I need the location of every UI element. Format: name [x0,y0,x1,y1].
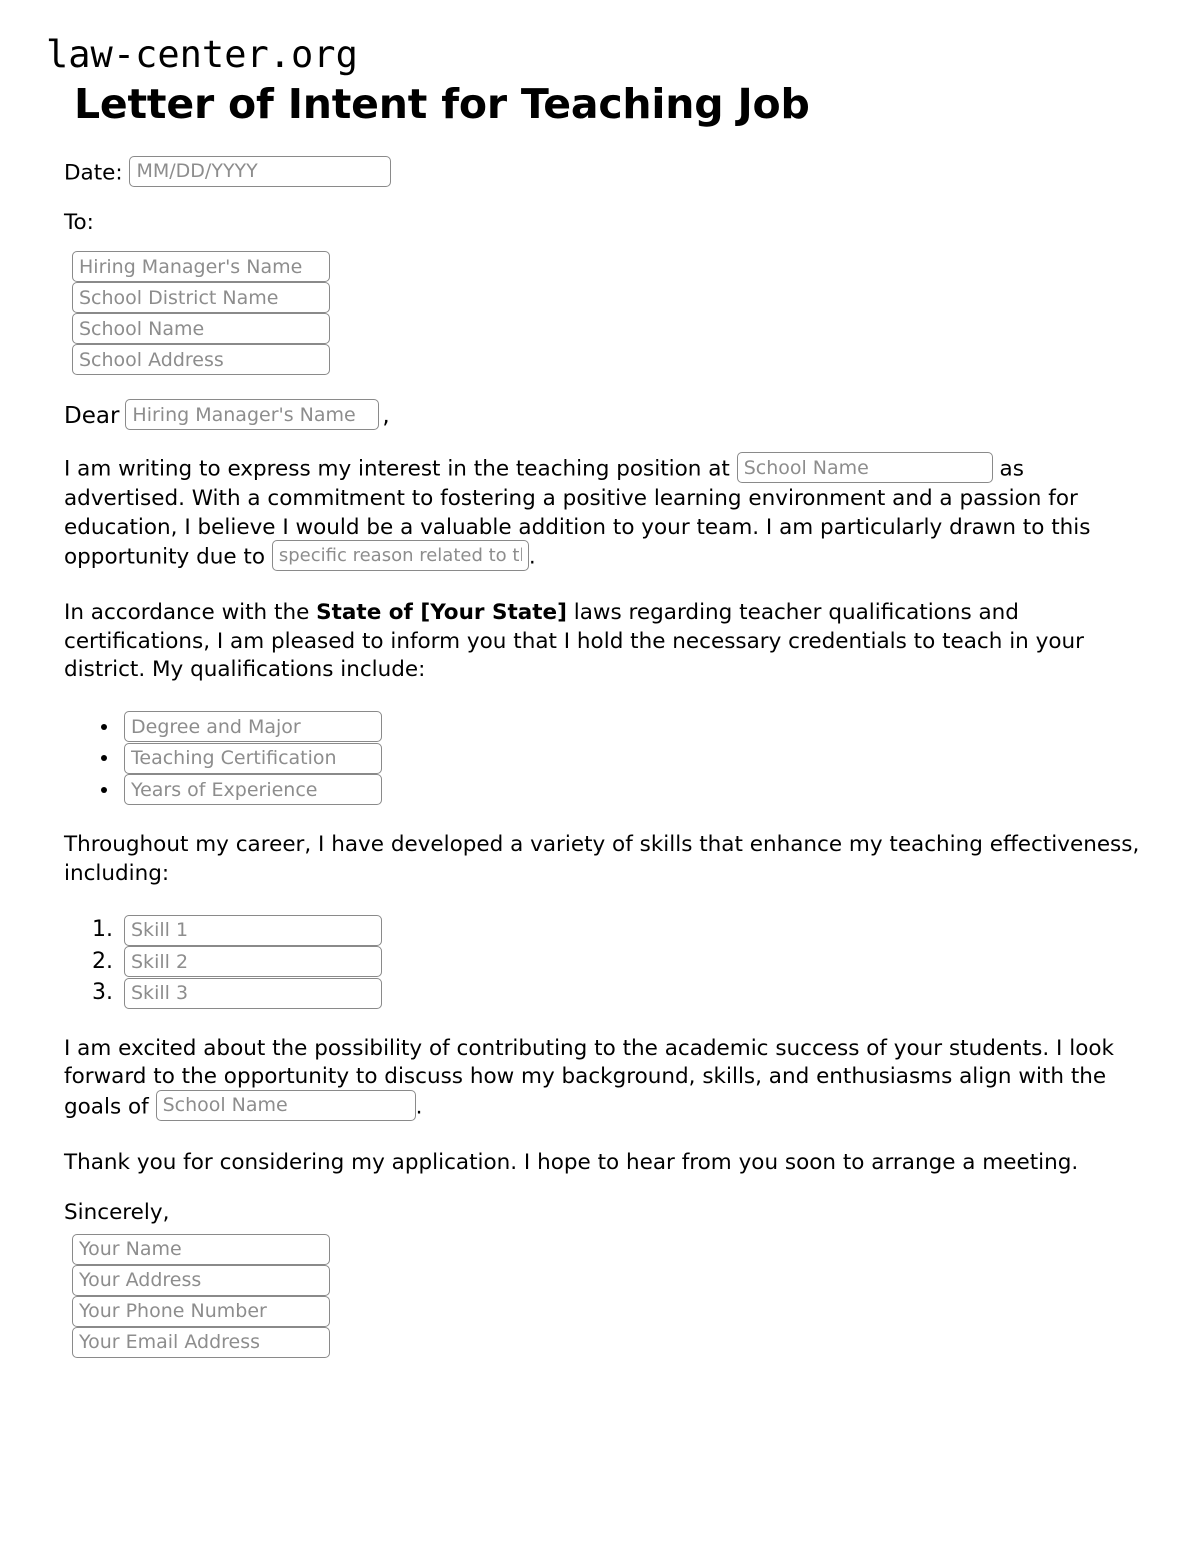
salutation-comma: , [382,403,390,430]
qualification-certification-input[interactable] [124,743,382,774]
list-item [120,742,1149,774]
recipient-hiring-manager-input[interactable] [72,251,330,282]
paragraph-intro-text-1: I am writing to express my interest in the teaching position at [64,456,730,482]
list-item [120,977,1149,1009]
list-item [120,914,1149,946]
qualification-degree-input[interactable] [124,711,382,742]
date-row [64,158,1149,189]
paragraph-intro [64,454,1149,573]
qualifications-text-2: laws regarding teacher qualifications and certifications, I am pleased to inform you that I hold the necessary credentials to teach in your district. My qualifications include: [64,600,1084,683]
date-label: Date: [64,160,123,186]
page-title: Letter of Intent for Teaching Job [74,79,810,128]
list-item [120,774,1149,806]
intro-school-name-input[interactable] [737,452,993,483]
skill-2-input[interactable] [124,946,382,977]
signature-fields [72,1234,1149,1358]
recipient-school-address-input[interactable] [72,344,330,375]
closing-text-1: I am excited about the possibility of contributing to the academic success of your students. I look forward to the opportunity to discuss how my background, skills, and enthusiasms align with the goals of [64,1035,1114,1120]
list-item [120,946,1149,978]
signature-your-address-input[interactable] [72,1265,330,1296]
qualification-experience-input[interactable] [124,774,382,805]
salutation-row [64,401,1149,432]
recipient-school-name-input[interactable] [72,313,330,344]
to-label: To: [64,209,94,235]
qualifications-text-1: In accordance with the [64,600,310,626]
skill-3-input[interactable] [124,978,382,1009]
dear-label: Dear [64,403,120,430]
signature-your-email-input[interactable] [72,1327,330,1358]
sincerely-label: Sincerely, [64,1200,170,1226]
date-input[interactable] [129,156,391,187]
letter-body [64,158,1149,1358]
state-placeholder-text: State of [Your State] [316,600,567,626]
intro-specific-reason-input[interactable] [272,540,529,571]
paragraph-thank-you: Thank you for considering my application. I hope to hear from you soon to arrange a meeting. [64,1149,1079,1175]
qualifications-list [64,711,1149,806]
signature-your-name-input[interactable] [72,1234,330,1265]
closing-period: . [415,1094,423,1120]
site-name: law-center.org [46,33,358,76]
skills-list [64,914,1149,1009]
signature-your-phone-input[interactable] [72,1296,330,1327]
skill-1-input[interactable] [124,915,382,946]
paragraph-qualifications-intro [64,599,1149,685]
recipient-district-input[interactable] [72,282,330,313]
paragraph-skills-intro: Throughout my career, I have developed a variety of skills that enhance my teaching effectiveness, including: [64,832,1140,886]
recipient-fields [72,251,1149,375]
paragraph-intro-period: . [528,544,536,570]
closing-school-name-input[interactable] [156,1090,416,1121]
paragraph-closing-excitement [64,1035,1149,1123]
salutation-name-input[interactable] [125,399,379,430]
paragraph-intro-text-2: as advertised. With a commitment to fostering a positive learning environment and a passion for education, I believe I would be a valuable addition to your team. I am particularly drawn to this opportunity due to [64,456,1091,570]
list-item [120,711,1149,743]
